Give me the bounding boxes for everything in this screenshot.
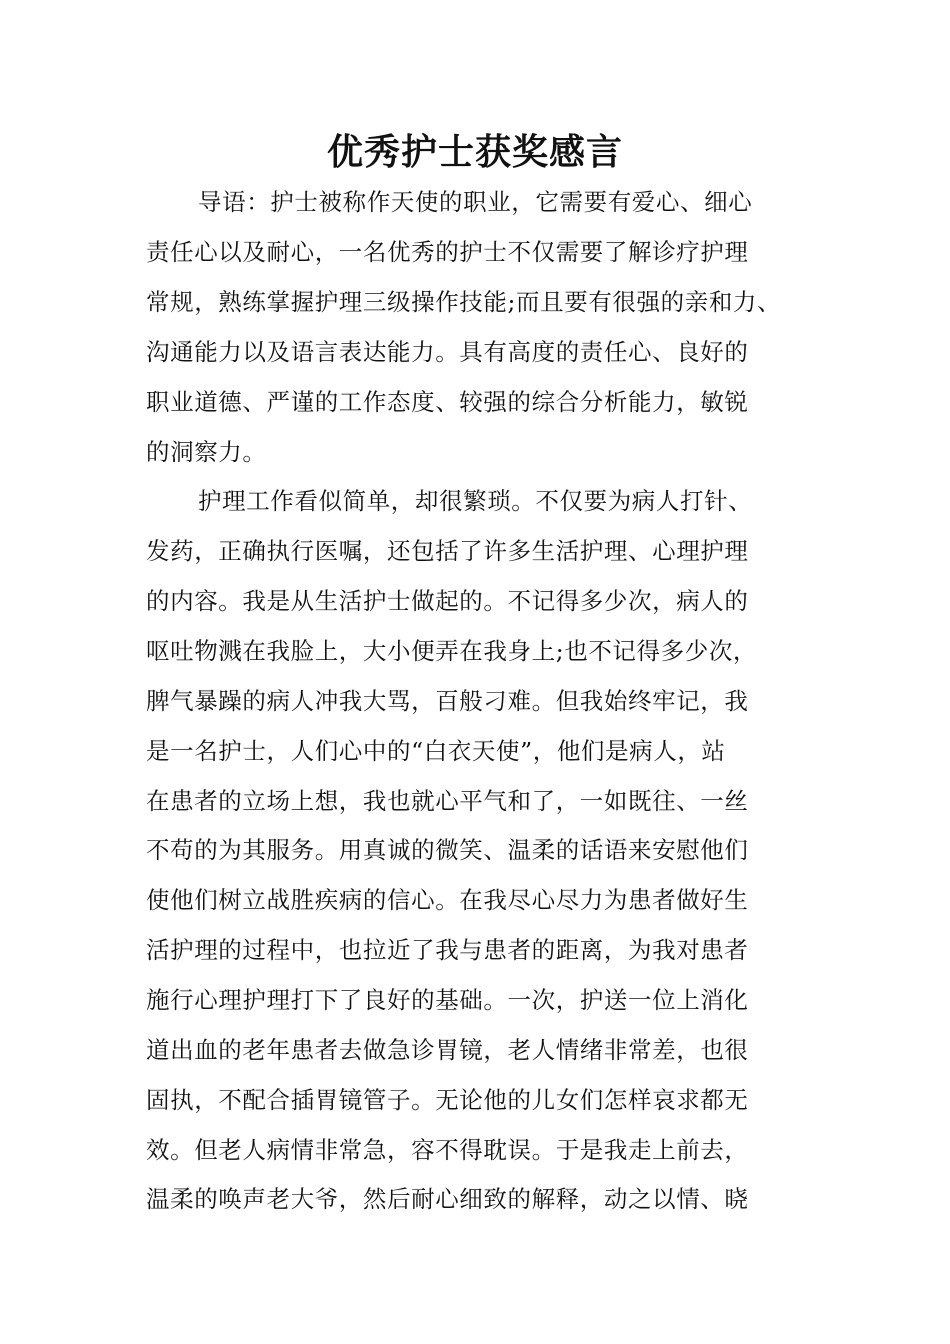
paragraph-line: 道出血的老年患者去做急诊胃镜，老人情绪非常差，也很 (146, 1036, 749, 1064)
paragraph-line: 导语：护士被称作天使的职业，它需要有爱心、细心 (198, 188, 753, 216)
paragraph-line: 固执，不配合插胃镜管子。无论他的儿女们怎样哀求都无 (146, 1086, 749, 1114)
paragraph-line: 常规，熟练掌握护理三级操作技能;而且要有很强的亲和力、 (146, 288, 782, 316)
paragraph-line: 施行心理护理打下了良好的基础。一次，护送一位上消化 (146, 986, 749, 1014)
paragraph-line: 温柔的唤声老大爷，然后耐心细致的解释，动之以情、晓 (146, 1185, 749, 1213)
paragraph-line: 在患者的立场上想，我也就心平气和了，一如既往、一丝 (146, 787, 749, 815)
document-title: 优秀护士获奖感言 (326, 131, 623, 173)
paragraph-line: 职业道德、严谨的工作态度、较强的综合分析能力，敏锐 (146, 388, 749, 416)
paragraph-line: 效。但老人病情非常急，容不得耽误。于是我走上前去， (146, 1136, 749, 1164)
paragraph-line: 责任心以及耐心，一名优秀的护士不仅需要了解诊疗护理 (146, 238, 749, 266)
paragraph-line: 发药，正确执行医嘱，还包括了许多生活护理、心理护理 (146, 537, 749, 565)
paragraph-line: 呕吐物溅在我脸上，大小便弄在我身上;也不记得多少次， (146, 637, 758, 665)
paragraph-line: 不苟的为其服务。用真诚的微笑、温柔的话语来安慰他们 (146, 836, 749, 864)
paragraph-line: 护理工作看似简单，却很繁琐。不仅要为病人打针、 (198, 487, 753, 515)
paragraph-line: 沟通能力以及语言表达能力。具有高度的责任心、良好的 (146, 338, 749, 366)
paragraph-line: 是一名护士，人们心中的“白衣天使”，他们是病人，站 (146, 737, 726, 765)
paragraph-line: 的内容。我是从生活护士做起的。不记得多少次，病人的 (146, 587, 749, 615)
paragraph-line: 活护理的过程中，也拉近了我与患者的距离，为我对患者 (146, 936, 749, 964)
paragraph-line: 脾气暴躁的病人冲我大骂，百般刁难。但我始终牢记，我 (146, 687, 749, 715)
paragraph-line: 使他们树立战胜疾病的信心。在我尽心尽力为患者做好生 (146, 886, 749, 914)
paragraph-line: 的洞察力。 (146, 438, 267, 466)
